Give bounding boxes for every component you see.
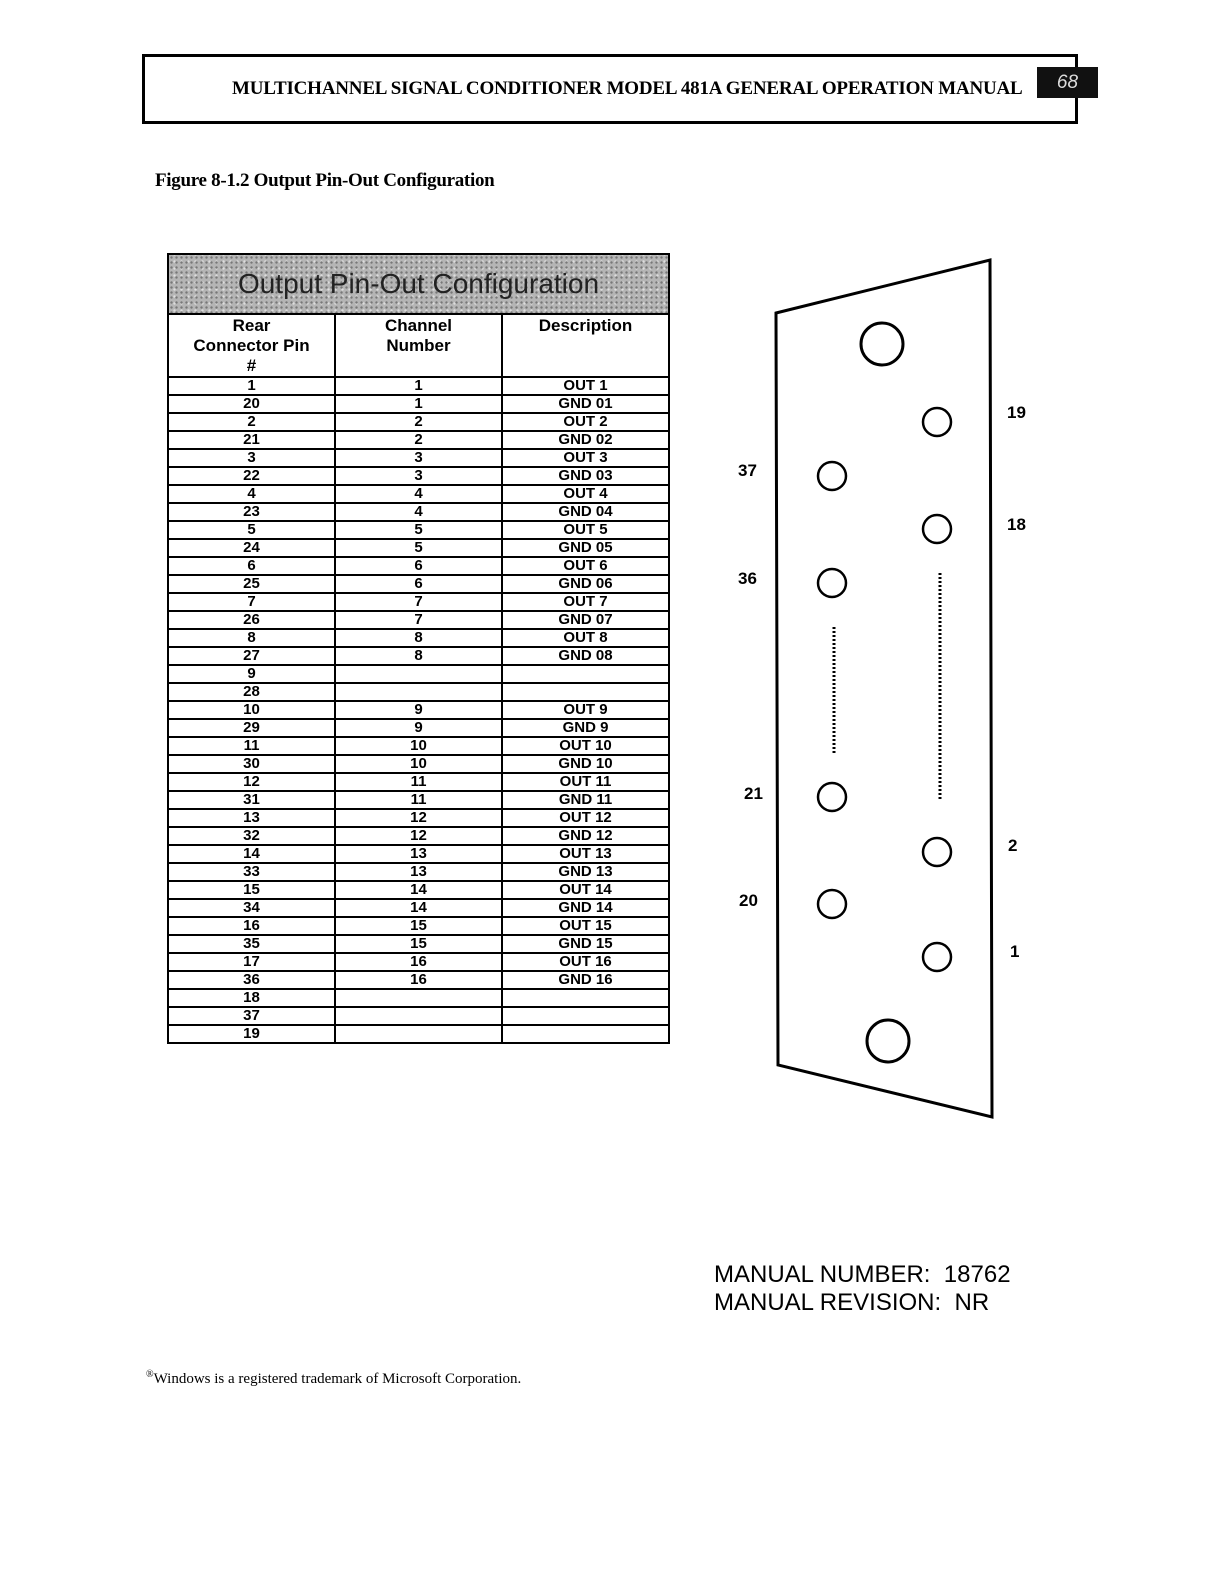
- cell-pin: 15: [168, 881, 335, 899]
- cell-pin: 7: [168, 593, 335, 611]
- cell-pin: 35: [168, 935, 335, 953]
- table-row: [168, 845, 669, 863]
- pin-2-icon: [923, 838, 951, 866]
- cell-channel: 10: [335, 737, 502, 755]
- cell-channel: 9: [335, 719, 502, 737]
- table-banner: Output Pin-Out Configuration: [168, 254, 669, 314]
- cell-pin: 25: [168, 575, 335, 593]
- cell-description: OUT 11: [502, 773, 669, 791]
- cell-description: OUT 4: [502, 485, 669, 503]
- header-title: MULTICHANNEL SIGNAL CONDITIONER MODEL 481A GENERAL OPERATION MANUAL: [232, 78, 1023, 99]
- registered-mark: ®: [146, 1369, 154, 1380]
- cell-channel: 7: [335, 593, 502, 611]
- cell-pin: 2: [168, 413, 335, 431]
- table-row: [168, 413, 669, 431]
- page-number-badge: 68: [1037, 67, 1098, 98]
- cell-channel: [335, 1025, 502, 1043]
- mounting-hole-bottom: [867, 1020, 909, 1062]
- table-row: [168, 827, 669, 845]
- table-row: [168, 953, 669, 971]
- cell-pin: 23: [168, 503, 335, 521]
- table-row: [168, 539, 669, 557]
- cell-pin: 8: [168, 629, 335, 647]
- cell-pin: 28: [168, 683, 335, 701]
- cell-pin: 9: [168, 665, 335, 683]
- connector-shell-outline: [776, 260, 992, 1117]
- cell-description: [502, 665, 669, 683]
- cell-pin: 34: [168, 899, 335, 917]
- cell-channel: 5: [335, 539, 502, 557]
- cell-description: GND 01: [502, 395, 669, 413]
- cell-channel: [335, 1007, 502, 1025]
- table-row: [168, 611, 669, 629]
- table-row: [168, 647, 669, 665]
- cell-pin: 32: [168, 827, 335, 845]
- cell-description: GND 08: [502, 647, 669, 665]
- table-row: [168, 791, 669, 809]
- cell-description: OUT 3: [502, 449, 669, 467]
- table-row: [168, 773, 669, 791]
- cell-channel: 11: [335, 791, 502, 809]
- pin-label-37: 37: [738, 461, 757, 480]
- cell-pin: 5: [168, 521, 335, 539]
- cell-channel: [335, 683, 502, 701]
- cell-description: GND 12: [502, 827, 669, 845]
- cell-pin: 16: [168, 917, 335, 935]
- cell-pin: 29: [168, 719, 335, 737]
- table-row: [168, 935, 669, 953]
- cell-description: [502, 683, 669, 701]
- cell-pin: 24: [168, 539, 335, 557]
- cell-pin: 27: [168, 647, 335, 665]
- cell-channel: [335, 989, 502, 1007]
- column-header-pin: Rear Connector Pin #: [168, 314, 335, 377]
- table-row: [168, 503, 669, 521]
- cell-pin: 19: [168, 1025, 335, 1043]
- pin-21-icon: [818, 783, 846, 811]
- cell-description: GND 9: [502, 719, 669, 737]
- cell-channel: 2: [335, 413, 502, 431]
- cell-channel: 5: [335, 521, 502, 539]
- table-row: [168, 683, 669, 701]
- cell-pin: 22: [168, 467, 335, 485]
- table-row: [168, 1007, 669, 1025]
- cell-pin: 30: [168, 755, 335, 773]
- cell-description: OUT 1: [502, 377, 669, 395]
- cell-description: GND 02: [502, 431, 669, 449]
- cell-description: OUT 9: [502, 701, 669, 719]
- pin-18-icon: [923, 515, 951, 543]
- cell-description: OUT 14: [502, 881, 669, 899]
- cell-channel: 3: [335, 449, 502, 467]
- manual-revision: MANUAL REVISION: NR: [714, 1289, 990, 1316]
- cell-pin: 6: [168, 557, 335, 575]
- table-row: [168, 485, 669, 503]
- cell-channel: 8: [335, 647, 502, 665]
- table-row: [168, 575, 669, 593]
- table-row: [168, 431, 669, 449]
- table-body: [168, 377, 669, 1043]
- manual-info: [714, 1261, 1011, 1317]
- cell-pin: 18: [168, 989, 335, 1007]
- table-row: [168, 809, 669, 827]
- table-row: [168, 395, 669, 413]
- pin-20-icon: [818, 890, 846, 918]
- figure-caption: Figure 8-1.2 Output Pin-Out Configuration: [155, 170, 495, 191]
- cell-channel: 13: [335, 863, 502, 881]
- cell-channel: 6: [335, 557, 502, 575]
- cell-channel: 16: [335, 971, 502, 989]
- cell-description: GND 10: [502, 755, 669, 773]
- table-row: [168, 377, 669, 395]
- cell-pin: 10: [168, 701, 335, 719]
- cell-description: [502, 1007, 669, 1025]
- cell-pin: 11: [168, 737, 335, 755]
- cell-pin: 26: [168, 611, 335, 629]
- cell-channel: 16: [335, 953, 502, 971]
- cell-description: GND 15: [502, 935, 669, 953]
- cell-pin: 37: [168, 1007, 335, 1025]
- cell-description: GND 16: [502, 971, 669, 989]
- cell-description: OUT 6: [502, 557, 669, 575]
- cell-channel: 10: [335, 755, 502, 773]
- pin-out-table: [167, 253, 670, 1044]
- cell-pin: 4: [168, 485, 335, 503]
- pin-19-icon: [923, 408, 951, 436]
- d37-connector-diagram: [720, 255, 1040, 1135]
- pin-37-icon: [818, 462, 846, 490]
- table-row: [168, 1025, 669, 1043]
- table-row: [168, 665, 669, 683]
- cell-description: OUT 5: [502, 521, 669, 539]
- cell-description: OUT 16: [502, 953, 669, 971]
- cell-pin: 33: [168, 863, 335, 881]
- cell-channel: 1: [335, 377, 502, 395]
- pin-36-icon: [818, 569, 846, 597]
- table-row: [168, 971, 669, 989]
- cell-pin: 1: [168, 377, 335, 395]
- table-row: [168, 557, 669, 575]
- cell-pin: 17: [168, 953, 335, 971]
- cell-description: GND 06: [502, 575, 669, 593]
- table-row: [168, 917, 669, 935]
- cell-channel: 8: [335, 629, 502, 647]
- cell-description: [502, 1025, 669, 1043]
- pin-label-1: 1: [1010, 942, 1020, 961]
- table-row: [168, 467, 669, 485]
- cell-channel: 4: [335, 485, 502, 503]
- cell-pin: 20: [168, 395, 335, 413]
- table-row: [168, 989, 669, 1007]
- cell-channel: 3: [335, 467, 502, 485]
- table-row: [168, 629, 669, 647]
- pin-label-36: 36: [738, 569, 757, 588]
- table-row: [168, 737, 669, 755]
- table-row: [168, 755, 669, 773]
- table-row: [168, 899, 669, 917]
- cell-channel: 12: [335, 827, 502, 845]
- cell-pin: 36: [168, 971, 335, 989]
- footnote-text: Windows is a registered trademark of Microsoft Corporation.: [153, 1371, 522, 1387]
- table-row: [168, 719, 669, 737]
- cell-description: GND 03: [502, 467, 669, 485]
- cell-channel: 9: [335, 701, 502, 719]
- cell-description: OUT 2: [502, 413, 669, 431]
- cell-description: GND 07: [502, 611, 669, 629]
- cell-description: OUT 10: [502, 737, 669, 755]
- cell-description: GND 05: [502, 539, 669, 557]
- column-header-description: Description: [502, 314, 669, 377]
- pin-label-20: 20: [739, 891, 758, 910]
- cell-description: GND 14: [502, 899, 669, 917]
- table-row: [168, 863, 669, 881]
- cell-channel: 7: [335, 611, 502, 629]
- cell-channel: 6: [335, 575, 502, 593]
- cell-description: [502, 989, 669, 1007]
- cell-pin: 21: [168, 431, 335, 449]
- cell-channel: 11: [335, 773, 502, 791]
- cell-description: GND 04: [502, 503, 669, 521]
- cell-channel: 15: [335, 917, 502, 935]
- cell-description: GND 11: [502, 791, 669, 809]
- column-header-channel: Channel Number: [335, 314, 502, 377]
- table-row: [168, 521, 669, 539]
- cell-channel: 4: [335, 503, 502, 521]
- cell-channel: [335, 665, 502, 683]
- cell-pin: 3: [168, 449, 335, 467]
- cell-description: GND 13: [502, 863, 669, 881]
- cell-channel: 15: [335, 935, 502, 953]
- cell-pin: 13: [168, 809, 335, 827]
- pin-label-19: 19: [1007, 403, 1026, 422]
- cell-pin: 12: [168, 773, 335, 791]
- table-row: [168, 701, 669, 719]
- pin-1-icon: [923, 943, 951, 971]
- cell-channel: 1: [335, 395, 502, 413]
- table-row: [168, 881, 669, 899]
- cell-description: OUT 12: [502, 809, 669, 827]
- cell-description: OUT 8: [502, 629, 669, 647]
- cell-pin: 31: [168, 791, 335, 809]
- table-row: [168, 593, 669, 611]
- manual-number: MANUAL NUMBER: 18762: [714, 1261, 1011, 1288]
- cell-pin: 14: [168, 845, 335, 863]
- cell-description: OUT 7: [502, 593, 669, 611]
- cell-description: OUT 15: [502, 917, 669, 935]
- mounting-hole-top: [861, 323, 903, 365]
- cell-channel: 12: [335, 809, 502, 827]
- table-row: [168, 449, 669, 467]
- pin-label-2: 2: [1008, 836, 1018, 855]
- cell-channel: 14: [335, 899, 502, 917]
- pin-label-18: 18: [1007, 515, 1026, 534]
- cell-channel: 14: [335, 881, 502, 899]
- pin-label-21: 21: [744, 784, 763, 803]
- trademark-footnote: [146, 1369, 521, 1388]
- cell-channel: 13: [335, 845, 502, 863]
- cell-channel: 2: [335, 431, 502, 449]
- cell-description: OUT 13: [502, 845, 669, 863]
